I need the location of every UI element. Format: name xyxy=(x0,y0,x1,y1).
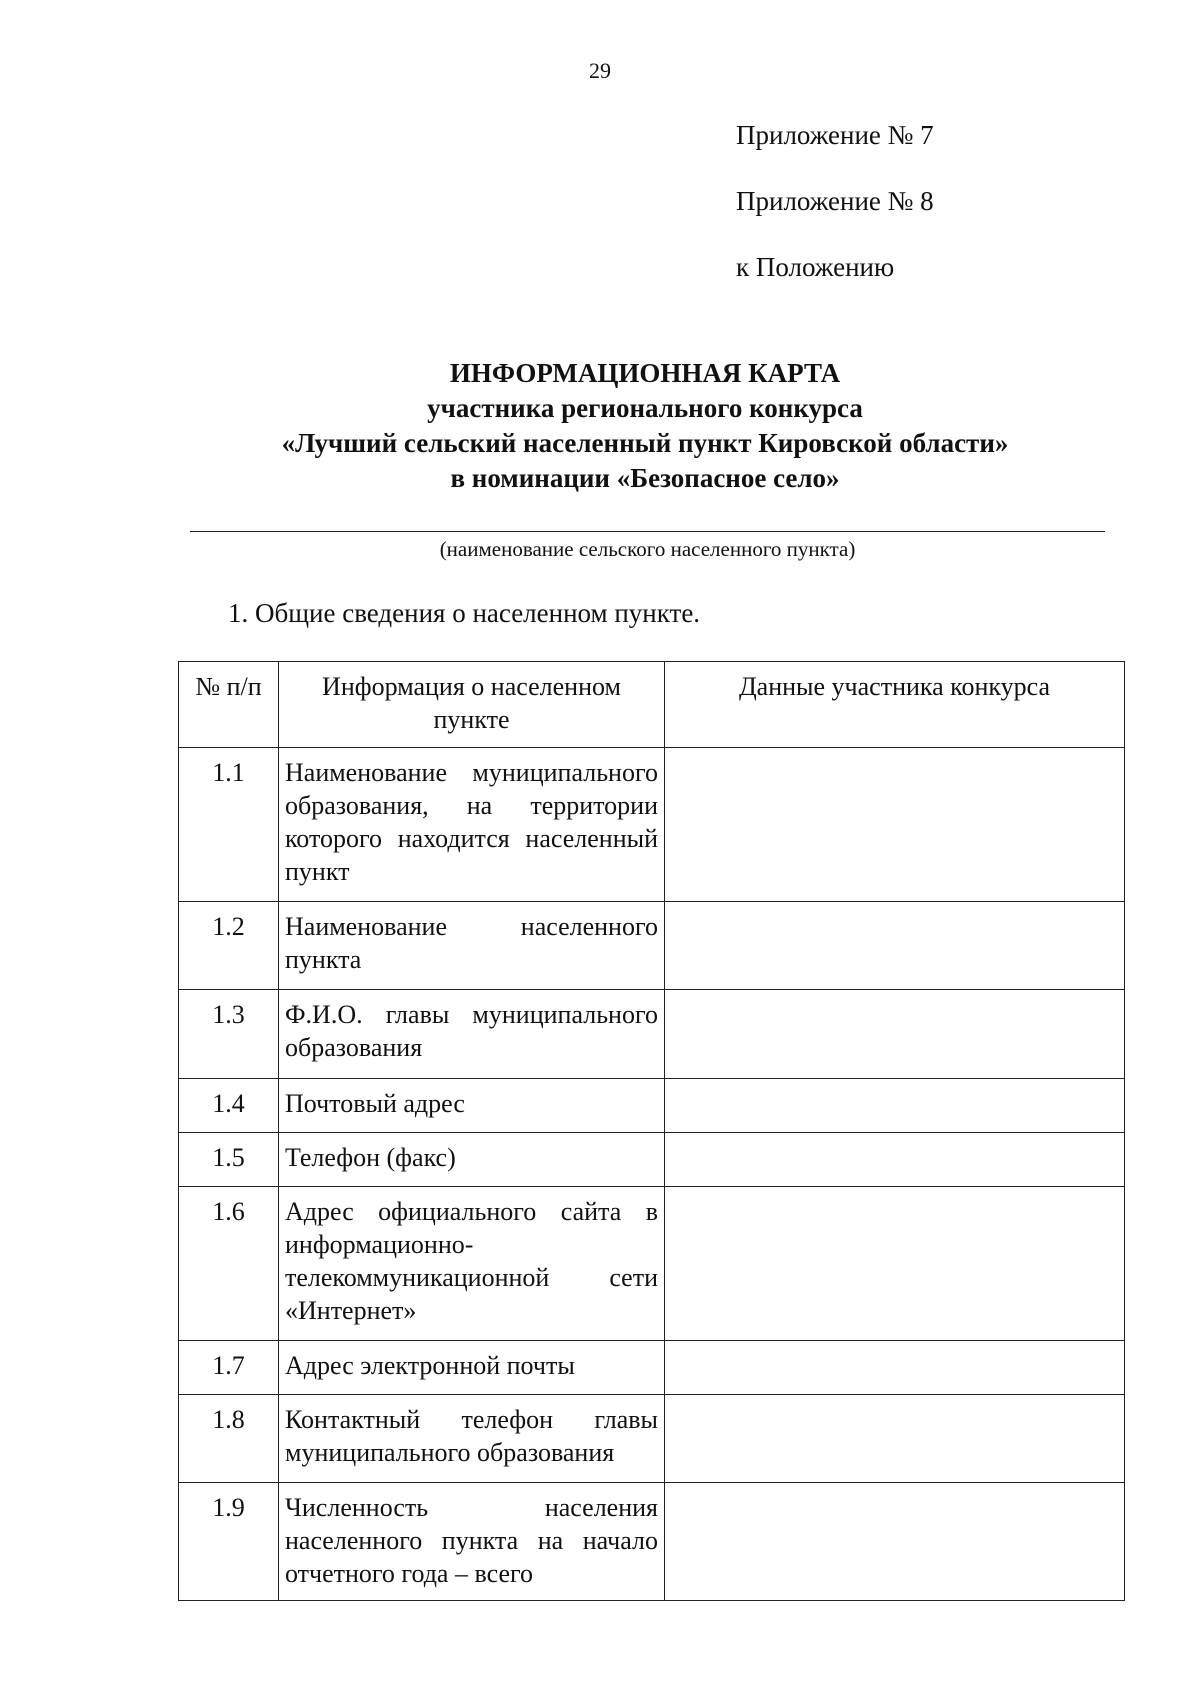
row-number: 1.6 xyxy=(179,1187,279,1341)
header-num: № п/п xyxy=(179,662,279,748)
info-table xyxy=(178,661,1125,1601)
row-number: 1.9 xyxy=(179,1483,279,1601)
row-description: Наименование муниципального образования, на территории которого находится населенный пункт xyxy=(279,748,665,902)
title-line-4: в номинации «Безопасное село» xyxy=(450,463,840,493)
settlement-name-caption: (наименование сельского населенного пункта) xyxy=(439,537,856,561)
row-description: Ф.И.О. главы муниципального образования xyxy=(279,990,665,1079)
row-description: Адрес электронной почты xyxy=(279,1341,665,1395)
table-row xyxy=(179,1133,1125,1187)
document-title xyxy=(180,356,1110,496)
header-info: Информация о населенном пункте xyxy=(279,662,665,748)
title-line-3: «Лучший сельский населенный пункт Кировской области» xyxy=(281,428,1009,458)
row-number: 1.4 xyxy=(179,1079,279,1133)
table-row xyxy=(179,990,1125,1079)
row-description: Численность населения населенного пункта на начало отчетного года – всего xyxy=(279,1483,665,1601)
row-value-cell[interactable] xyxy=(665,990,1125,1079)
row-number: 1.2 xyxy=(179,902,279,990)
settlement-name-line xyxy=(190,531,1105,532)
table-row xyxy=(179,1483,1125,1601)
row-value-cell[interactable] xyxy=(665,748,1125,902)
row-number: 1.5 xyxy=(179,1133,279,1187)
page-number: 29 xyxy=(589,58,611,83)
row-number: 1.1 xyxy=(179,748,279,902)
table-row xyxy=(179,748,1125,902)
appendix-line-2: Приложение № 8 xyxy=(736,186,934,216)
table-row xyxy=(179,1187,1125,1341)
row-description: Телефон (факс) xyxy=(279,1133,665,1187)
row-value-cell[interactable] xyxy=(665,1079,1125,1133)
appendix-line-3: к Положению xyxy=(736,252,895,282)
title-line-2: участника регионального конкурса xyxy=(427,393,863,423)
row-value-cell[interactable] xyxy=(665,1133,1125,1187)
title-line-1: ИНФОРМАЦИОННАЯ КАРТА xyxy=(449,358,841,388)
row-number: 1.7 xyxy=(179,1341,279,1395)
row-description: Наименование населенного пункта xyxy=(279,902,665,990)
row-value-cell[interactable] xyxy=(665,902,1125,990)
table-row xyxy=(179,1395,1125,1483)
table-header-row xyxy=(179,662,1125,748)
table-row xyxy=(179,902,1125,990)
table-row xyxy=(179,1079,1125,1133)
row-value-cell[interactable] xyxy=(665,1395,1125,1483)
row-number: 1.3 xyxy=(179,990,279,1079)
table-row xyxy=(179,1341,1125,1395)
row-description: Контактный телефон главы муниципального образования xyxy=(279,1395,665,1483)
row-value-cell[interactable] xyxy=(665,1341,1125,1395)
section-title: 1. Общие сведения о населенном пункте. xyxy=(228,598,701,628)
row-value-cell[interactable] xyxy=(665,1187,1125,1341)
row-description: Адрес официального сайта в информационно-телекоммуникационной сети «Интернет» xyxy=(279,1187,665,1341)
row-description: Почтовый адрес xyxy=(279,1079,665,1133)
appendix-line-1: Приложение № 7 xyxy=(736,120,934,150)
row-value-cell[interactable] xyxy=(665,1483,1125,1601)
row-number: 1.8 xyxy=(179,1395,279,1483)
header-data: Данные участника конкурса xyxy=(665,662,1125,748)
